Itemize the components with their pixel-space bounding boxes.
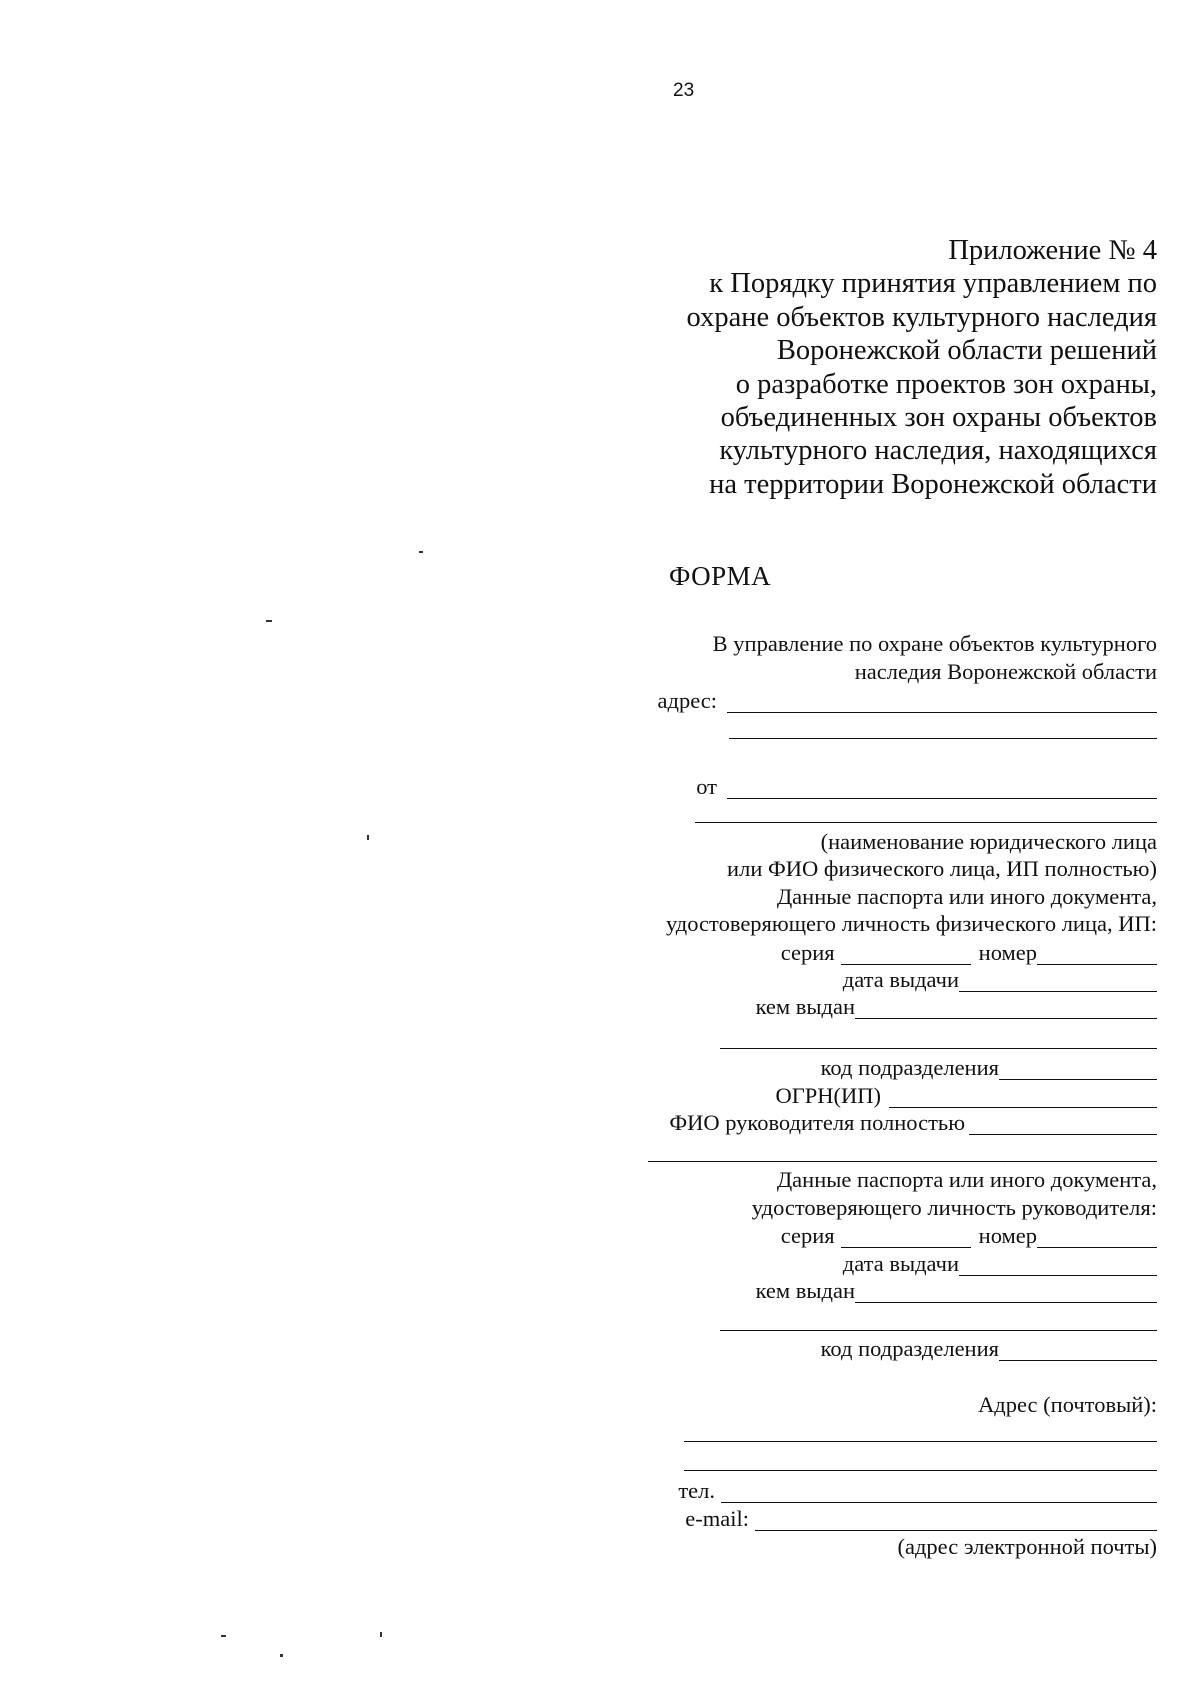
issued-by-label: кем выдан — [755, 1278, 855, 1303]
head-passport-heading-1: Данные паспорта или иного документа, — [776, 1167, 1157, 1192]
appendix-line: Воронежской области решений — [776, 335, 1157, 367]
from-field[interactable] — [696, 771, 1157, 799]
address-label: адрес: — [657, 688, 717, 713]
applicant-note-2: или ФИО физического лица, ИП полностью) — [727, 856, 1157, 881]
address-field[interactable] — [658, 685, 1157, 713]
number-label: номер — [978, 1223, 1037, 1248]
issue-date-label: дата выдачи — [842, 967, 959, 992]
scan-speck — [367, 835, 369, 840]
scan-speck — [280, 1654, 283, 1657]
addressee-line-2: наследия Воронежской области — [854, 659, 1157, 684]
postal-address-heading: Адрес (почтовый): — [978, 1392, 1157, 1417]
address-blank[interactable] — [727, 692, 1157, 713]
phone-field[interactable] — [678, 1475, 1157, 1503]
issued-by-label: кем выдан — [755, 994, 855, 1019]
series-label: серия — [780, 1223, 835, 1248]
phone-blank[interactable] — [721, 1482, 1157, 1503]
from-blank[interactable] — [727, 778, 1157, 799]
series-blank[interactable] — [841, 944, 971, 965]
issued-by-blank[interactable] — [855, 998, 1157, 1019]
email-label: e-mail: — [685, 1506, 749, 1531]
head-passport-division-code[interactable] — [821, 1333, 1157, 1361]
appendix-line: на территории Воронежской области — [709, 468, 1157, 500]
phone-label: тел. — [678, 1478, 715, 1503]
head-name-blank[interactable] — [969, 1114, 1157, 1135]
passport-division-code[interactable] — [821, 1052, 1157, 1080]
head-name-label: ФИО руководителя полностью — [669, 1110, 965, 1135]
passport-issued-by[interactable] — [756, 991, 1157, 1019]
postal-address-blank-1[interactable] — [684, 1441, 1157, 1442]
scan-speck — [419, 551, 423, 553]
head-passport-heading-2: удостоверяющего личность руководителя: — [751, 1195, 1157, 1220]
page-number: 23 — [673, 80, 695, 101]
ogrn-label: ОГРН(ИП) — [775, 1083, 881, 1108]
head-passport-issued-by[interactable] — [756, 1275, 1157, 1303]
issued-by-blank[interactable] — [855, 1282, 1157, 1303]
issued-by-blank-2[interactable] — [720, 1048, 1157, 1049]
ogrn-blank[interactable] — [889, 1087, 1157, 1108]
passport-series-number[interactable] — [781, 937, 1157, 965]
issue-date-label: дата выдачи — [842, 1251, 959, 1276]
division-code-label: код подразделения — [820, 1055, 999, 1080]
division-code-blank[interactable] — [999, 1340, 1157, 1361]
passport-heading-2: удостоверяющего личность физического лица, ИП: — [665, 911, 1157, 936]
issue-date-blank[interactable] — [959, 971, 1157, 992]
from-label: от — [696, 774, 717, 799]
series-blank[interactable] — [841, 1227, 971, 1248]
appendix-line: культурного наследия, находящихся — [719, 435, 1157, 467]
appendix-line: охране объектов культурного наследия — [686, 301, 1157, 333]
address-blank-2[interactable] — [729, 738, 1157, 739]
ogrn-field[interactable] — [775, 1080, 1157, 1108]
head-name-blank-2[interactable] — [648, 1161, 1157, 1162]
appendix-line: Приложение № 4 — [948, 235, 1157, 266]
scan-speck — [380, 1632, 382, 1637]
passport-issue-date[interactable] — [843, 964, 1157, 992]
issue-date-blank[interactable] — [959, 1255, 1157, 1276]
postal-address-blank-2[interactable] — [684, 1470, 1157, 1471]
series-label: серия — [780, 940, 835, 965]
form-title: ФОРМА — [669, 561, 772, 591]
appendix-line: к Порядку принятия управлением по — [709, 268, 1157, 300]
division-code-blank[interactable] — [999, 1059, 1157, 1080]
number-label: номер — [978, 940, 1037, 965]
applicant-note-1: (наименование юридического лица — [820, 829, 1157, 854]
head-passport-issue-date[interactable] — [843, 1248, 1157, 1276]
scan-speck — [266, 620, 272, 622]
division-code-label: код подразделения — [820, 1336, 999, 1361]
scan-speck — [221, 1635, 226, 1637]
from-blank-2[interactable] — [695, 822, 1157, 823]
head-issued-by-blank-2[interactable] — [720, 1330, 1157, 1331]
appendix-line: объединенных зон охраны объектов — [720, 402, 1157, 434]
email-note: (адрес электронной почты) — [897, 1534, 1157, 1559]
head-passport-series-number[interactable] — [781, 1220, 1157, 1248]
head-name-field[interactable] — [669, 1107, 1157, 1135]
email-blank[interactable] — [755, 1510, 1157, 1531]
passport-heading-1: Данные паспорта или иного документа, — [776, 884, 1157, 909]
number-blank[interactable] — [1037, 1227, 1157, 1248]
email-field[interactable] — [685, 1503, 1157, 1531]
number-blank[interactable] — [1037, 944, 1157, 965]
addressee-line-1: В управление по охране объектов культурного — [712, 631, 1157, 656]
appendix-line: о разработке проектов зон охраны, — [735, 368, 1157, 400]
